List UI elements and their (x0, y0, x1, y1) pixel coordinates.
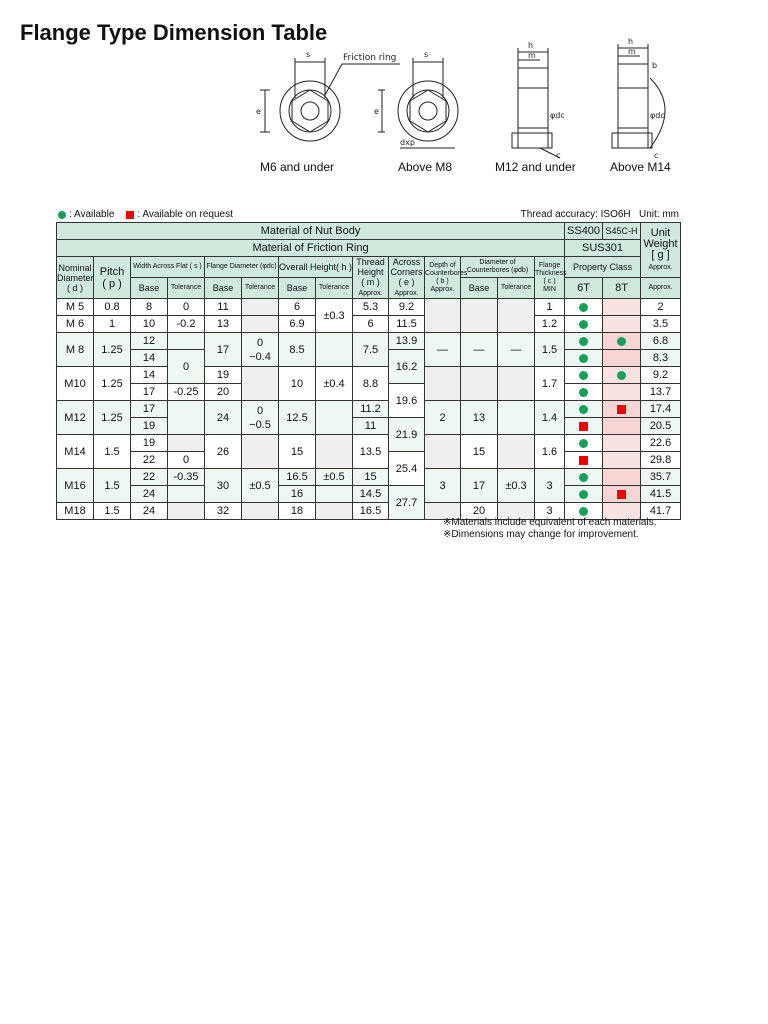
cell-h: 8.5 (279, 333, 316, 367)
cell-db: 20 (461, 503, 498, 520)
table-row (57, 316, 681, 333)
cell-db: — (461, 333, 498, 367)
cell-c: 1.6 (535, 435, 565, 469)
cell-c: 1 (535, 299, 565, 316)
dim-e-2: e (374, 107, 379, 116)
cell-h: 15 (279, 435, 316, 469)
across-corners-sym: ( e ) (398, 277, 415, 287)
depth-cb-label: Depth of Counterbores (425, 261, 468, 277)
unit-weight-label: Unit Weight (643, 227, 678, 250)
cell-db: 13 (461, 401, 498, 435)
hdr-thread-height (353, 257, 389, 299)
flange-thk-min: MIN (543, 285, 556, 293)
flange-thk-label: Flange Thickness (535, 261, 567, 277)
cell-s: 14 (131, 367, 168, 384)
cell-dc-tol (242, 333, 279, 367)
on-request-marker (579, 422, 588, 431)
cell-h: 16.5 (279, 469, 316, 486)
available-marker (579, 439, 588, 448)
cell-m: 13.5 (353, 435, 389, 469)
cell-6t (565, 350, 603, 367)
cell-e: 21.9 (389, 418, 425, 452)
cell-h-tol: ±0.5 (316, 469, 353, 486)
cell-p: 1.25 (94, 333, 131, 367)
dim-m-2: m (628, 47, 636, 56)
dim-dc-2: φdc (650, 111, 665, 120)
cell-h: 10 (279, 367, 316, 401)
cell-e: 13.9 (389, 333, 425, 350)
cell-s: 22 (131, 452, 168, 469)
available-marker (579, 320, 588, 329)
thread-height-sym: ( m ) (361, 277, 380, 287)
cell-dc: 26 (205, 435, 242, 469)
hdr-s-tol: Tolerance (168, 278, 205, 299)
cell-6t (565, 367, 603, 384)
cell-p: 1.25 (94, 367, 131, 401)
cell-s: 19 (131, 418, 168, 435)
dim-dc-1: φdc (550, 111, 565, 120)
depth-cb-sym: ( b ) (436, 277, 449, 285)
hdr-h-tol: Tolerance (316, 278, 353, 299)
pitch-sym: ( p ) (102, 277, 122, 290)
dim-h-2: h (628, 37, 634, 46)
cell-6t (565, 418, 603, 435)
cell-c: 1.2 (535, 316, 565, 333)
diagram-label-m12: M12 and under (495, 160, 576, 174)
hdr-nominal (57, 257, 94, 299)
hdr-across-corners (389, 257, 425, 299)
hdr-flange-thk (535, 257, 565, 299)
hdr-db-tol: Tolerance (498, 278, 535, 299)
cell-6t (565, 452, 603, 469)
cell-c: 1.5 (535, 333, 565, 367)
hdr-material-nut: Material of Nut Body (57, 223, 565, 240)
hdr-h-base: Base (279, 278, 316, 299)
cell-weight: 35.7 (641, 469, 681, 486)
cell-m: 5.3 (353, 299, 389, 316)
cell-6t (565, 316, 603, 333)
table-row (57, 299, 681, 316)
dim-s-1: s (306, 50, 311, 59)
nominal-label: Nominal Diameter (57, 262, 94, 283)
legend-on-request: : Available on request (137, 209, 233, 220)
diagram-label-m8: Above M8 (398, 160, 453, 174)
cell-d: M16 (57, 469, 94, 503)
cell-d: M 5 (57, 299, 94, 316)
hdr-s-base: Base (131, 278, 168, 299)
cell-s: 22 (131, 469, 168, 486)
cell-e: 16.2 (389, 350, 425, 384)
cell-h: 6 (279, 299, 316, 316)
on-request-marker (579, 456, 588, 465)
thread-height-label: Thread Height (356, 257, 385, 277)
table-row (57, 486, 681, 503)
dimension-table (56, 222, 681, 520)
legend-available: : Available (69, 209, 115, 220)
cell-dc: 20 (205, 384, 242, 401)
available-marker (579, 371, 588, 380)
hdr-6t: 6T (565, 278, 603, 299)
cell-6t (565, 469, 603, 486)
cell-c: 3 (535, 469, 565, 503)
available-marker (579, 507, 588, 516)
thread-accuracy-text: Thread accuracy: ISO6H (520, 209, 631, 220)
available-marker (579, 354, 588, 363)
cell-dc: 19 (205, 367, 242, 384)
friction-ring-label: Friction ring (343, 53, 397, 63)
cell-db: 15 (461, 435, 498, 469)
hdr-depth-cb (425, 257, 468, 299)
diagram-area (250, 38, 690, 178)
available-marker (58, 211, 66, 219)
dim-h-1: h (528, 41, 534, 50)
thread-accuracy (521, 209, 679, 220)
unit-text: Unit: mm (639, 209, 679, 220)
pitch-label: Pitch (99, 265, 125, 278)
cell-b: 3 (425, 469, 461, 503)
hdr-s45c: S45C-H (603, 223, 641, 240)
cell-m: 15 (353, 469, 389, 486)
cell-s: 17 (131, 401, 168, 418)
cell-h: 16 (279, 486, 316, 503)
hdr-dc-tol: Tolerance (242, 278, 279, 299)
cell-weight: 8.3 (641, 350, 681, 367)
cell-c: 1.7 (535, 367, 565, 401)
cell-weight: 41.7 (641, 503, 681, 520)
cell-weight: 41.5 (641, 486, 681, 503)
cell-6t (565, 333, 603, 350)
cell-p: 1.5 (94, 435, 131, 469)
cell-weight: 29.8 (641, 452, 681, 469)
cell-8t (603, 367, 641, 384)
dim-c-1: c (556, 151, 561, 160)
cell-8t (603, 401, 641, 418)
cell-s-tol: 0 (168, 299, 205, 316)
cell-s: 24 (131, 503, 168, 520)
cell-e: 9.2 (389, 299, 425, 316)
cell-m: 11 (353, 418, 389, 435)
cell-m: 8.8 (353, 367, 389, 401)
hdr-flange-dia: Flange Diameter (φdc) (205, 257, 279, 278)
nut-diagrams (250, 38, 690, 178)
cell-weight: 13.7 (641, 384, 681, 401)
cell-weight: 6.8 (641, 333, 681, 350)
cell-m: 16.5 (353, 503, 389, 520)
available-marker (579, 388, 588, 397)
cell-s-tol: -0.35 (168, 469, 205, 486)
table-row (57, 469, 681, 486)
cell-d: M 8 (57, 333, 94, 367)
cell-b: 2 (425, 401, 461, 435)
cell-s: 24 (131, 486, 168, 503)
cell-6t (565, 435, 603, 452)
cell-d: M 6 (57, 316, 94, 333)
cell-s: 8 (131, 299, 168, 316)
available-marker (579, 490, 588, 499)
cell-m: 11.2 (353, 401, 389, 418)
cell-h-tol: ±0.4 (316, 367, 353, 401)
cell-dc: 30 (205, 469, 242, 503)
available-marker (579, 303, 588, 312)
footnote-dimensions: ※Dimensions may change for improvement. (443, 529, 639, 540)
dc-tol-lower: −0.4 (249, 350, 271, 363)
diagram-label-m6: M6 and under (260, 160, 335, 174)
cell-p: 1.5 (94, 503, 131, 520)
page-title: Flange Type Dimension Table (20, 20, 328, 45)
hdr-pitch (94, 257, 131, 299)
cell-s: 17 (131, 384, 168, 401)
cell-dc: 11 (205, 299, 242, 316)
available-marker (617, 337, 626, 346)
cell-p: 1 (94, 316, 131, 333)
hdr-dc-base: Base (205, 278, 242, 299)
cell-dc: 24 (205, 401, 242, 435)
cell-s-tol: 0 (168, 350, 205, 384)
dc-tol-upper: 0 (256, 336, 264, 349)
dim-b: b (652, 61, 658, 70)
cell-d: M12 (57, 401, 94, 435)
cell-db: 17 (461, 469, 498, 503)
cell-p: 1.25 (94, 401, 131, 435)
cell-s-tol: -0.25 (168, 384, 205, 401)
table-row (57, 367, 681, 384)
cell-db-tol: ±0.3 (498, 469, 535, 503)
weight-approx: Approx. (648, 264, 673, 271)
cell-weight: 2 (641, 299, 681, 316)
table-row (57, 418, 681, 435)
hdr-sus301: SUS301 (565, 240, 641, 257)
cell-e: 11.5 (389, 316, 425, 333)
cell-e: 19.6 (389, 384, 425, 418)
cell-m: 6 (353, 316, 389, 333)
cell-dc: 32 (205, 503, 242, 520)
across-corners-label: Across Corners (390, 257, 423, 277)
hdr-unit-weight (641, 223, 681, 278)
hdr-material-ring: Material of Friction Ring (57, 240, 565, 257)
cell-weight: 22.6 (641, 435, 681, 452)
hdr-overall-height: Overall Height( h ) (279, 257, 353, 278)
available-marker (579, 473, 588, 482)
cell-weight: 20.5 (641, 418, 681, 435)
cell-dc-tol (242, 401, 279, 435)
cell-s: 12 (131, 333, 168, 350)
cell-8t (603, 486, 641, 503)
cell-6t (565, 401, 603, 418)
cell-h: 18 (279, 503, 316, 520)
legend (58, 209, 233, 220)
cell-6t (565, 299, 603, 316)
cell-db-tol: — (498, 333, 535, 367)
footnote-materials: ※Materials include equivalent of each materials. (443, 517, 657, 528)
cell-h: 6.9 (279, 316, 316, 333)
cell-6t (565, 384, 603, 401)
thread-height-approx: Approx. (358, 290, 383, 297)
across-corners-approx: Approx. (394, 290, 419, 297)
nominal-sym: ( d ) (66, 282, 83, 293)
depth-cb-approx: Approx. (430, 285, 455, 293)
available-marker (617, 371, 626, 380)
cell-h: 12.5 (279, 401, 316, 435)
cell-8t (603, 333, 641, 350)
cell-p: 0.8 (94, 299, 131, 316)
table-row (57, 333, 681, 350)
hdr-ss400: SS400 (565, 223, 603, 240)
cell-dc: 17 (205, 333, 242, 367)
table-row (57, 435, 681, 452)
cell-m: 14.5 (353, 486, 389, 503)
cell-c: 3 (535, 503, 565, 520)
on-request-marker (617, 405, 626, 414)
dc-tol-lower: −0.5 (249, 418, 271, 431)
cell-weight: 3.5 (641, 316, 681, 333)
cell-dc: 13 (205, 316, 242, 333)
cell-e: 25.4 (389, 452, 425, 486)
footnotes (443, 517, 657, 541)
hdr-dia-cb: Diameter of Counterbores (φdb) (461, 257, 535, 278)
hdr-8t: 8T (603, 278, 641, 299)
cell-d: M10 (57, 367, 94, 401)
hdr-db-base: Base (461, 278, 498, 299)
cell-s: 19 (131, 435, 168, 452)
diagram-label-m14: Above M14 (610, 160, 671, 174)
dim-c-2: c (654, 151, 659, 160)
cell-s: 14 (131, 350, 168, 367)
cell-s: 10 (131, 316, 168, 333)
cell-p: 1.5 (94, 469, 131, 503)
on-request-marker (126, 211, 134, 219)
dim-e-1: e (256, 107, 261, 116)
hdr-weight-approx: Approx. (641, 278, 681, 299)
available-marker (579, 337, 588, 346)
cell-s-tol: -0.2 (168, 316, 205, 333)
cell-dc-tol: ±0.5 (242, 469, 279, 503)
flange-thk-sym: ( c ) (543, 277, 556, 285)
cell-d: M18 (57, 503, 94, 520)
dim-m-1: m (528, 51, 536, 60)
hdr-width-flat: Width Across Flat ( s ) (131, 257, 205, 278)
hdr-property-class: Property Class (565, 257, 641, 278)
weight-sym: [ g ] (651, 249, 670, 261)
cell-s-tol: 0 (168, 452, 205, 469)
cell-c: 1.4 (535, 401, 565, 435)
dc-tol-upper: 0 (256, 404, 264, 417)
dim-dxp: dxp (400, 138, 415, 147)
available-marker (579, 405, 588, 414)
cell-6t (565, 486, 603, 503)
table-row (57, 401, 681, 418)
cell-m: 7.5 (353, 333, 389, 367)
cell-b: — (425, 333, 461, 367)
cell-d: M14 (57, 435, 94, 469)
cell-h-tol: ±0.3 (316, 299, 353, 333)
cell-weight: 9.2 (641, 367, 681, 384)
on-request-marker (617, 490, 626, 499)
dim-s-2: s (424, 50, 429, 59)
cell-weight: 17.4 (641, 401, 681, 418)
cell-e: 27.7 (389, 486, 425, 520)
